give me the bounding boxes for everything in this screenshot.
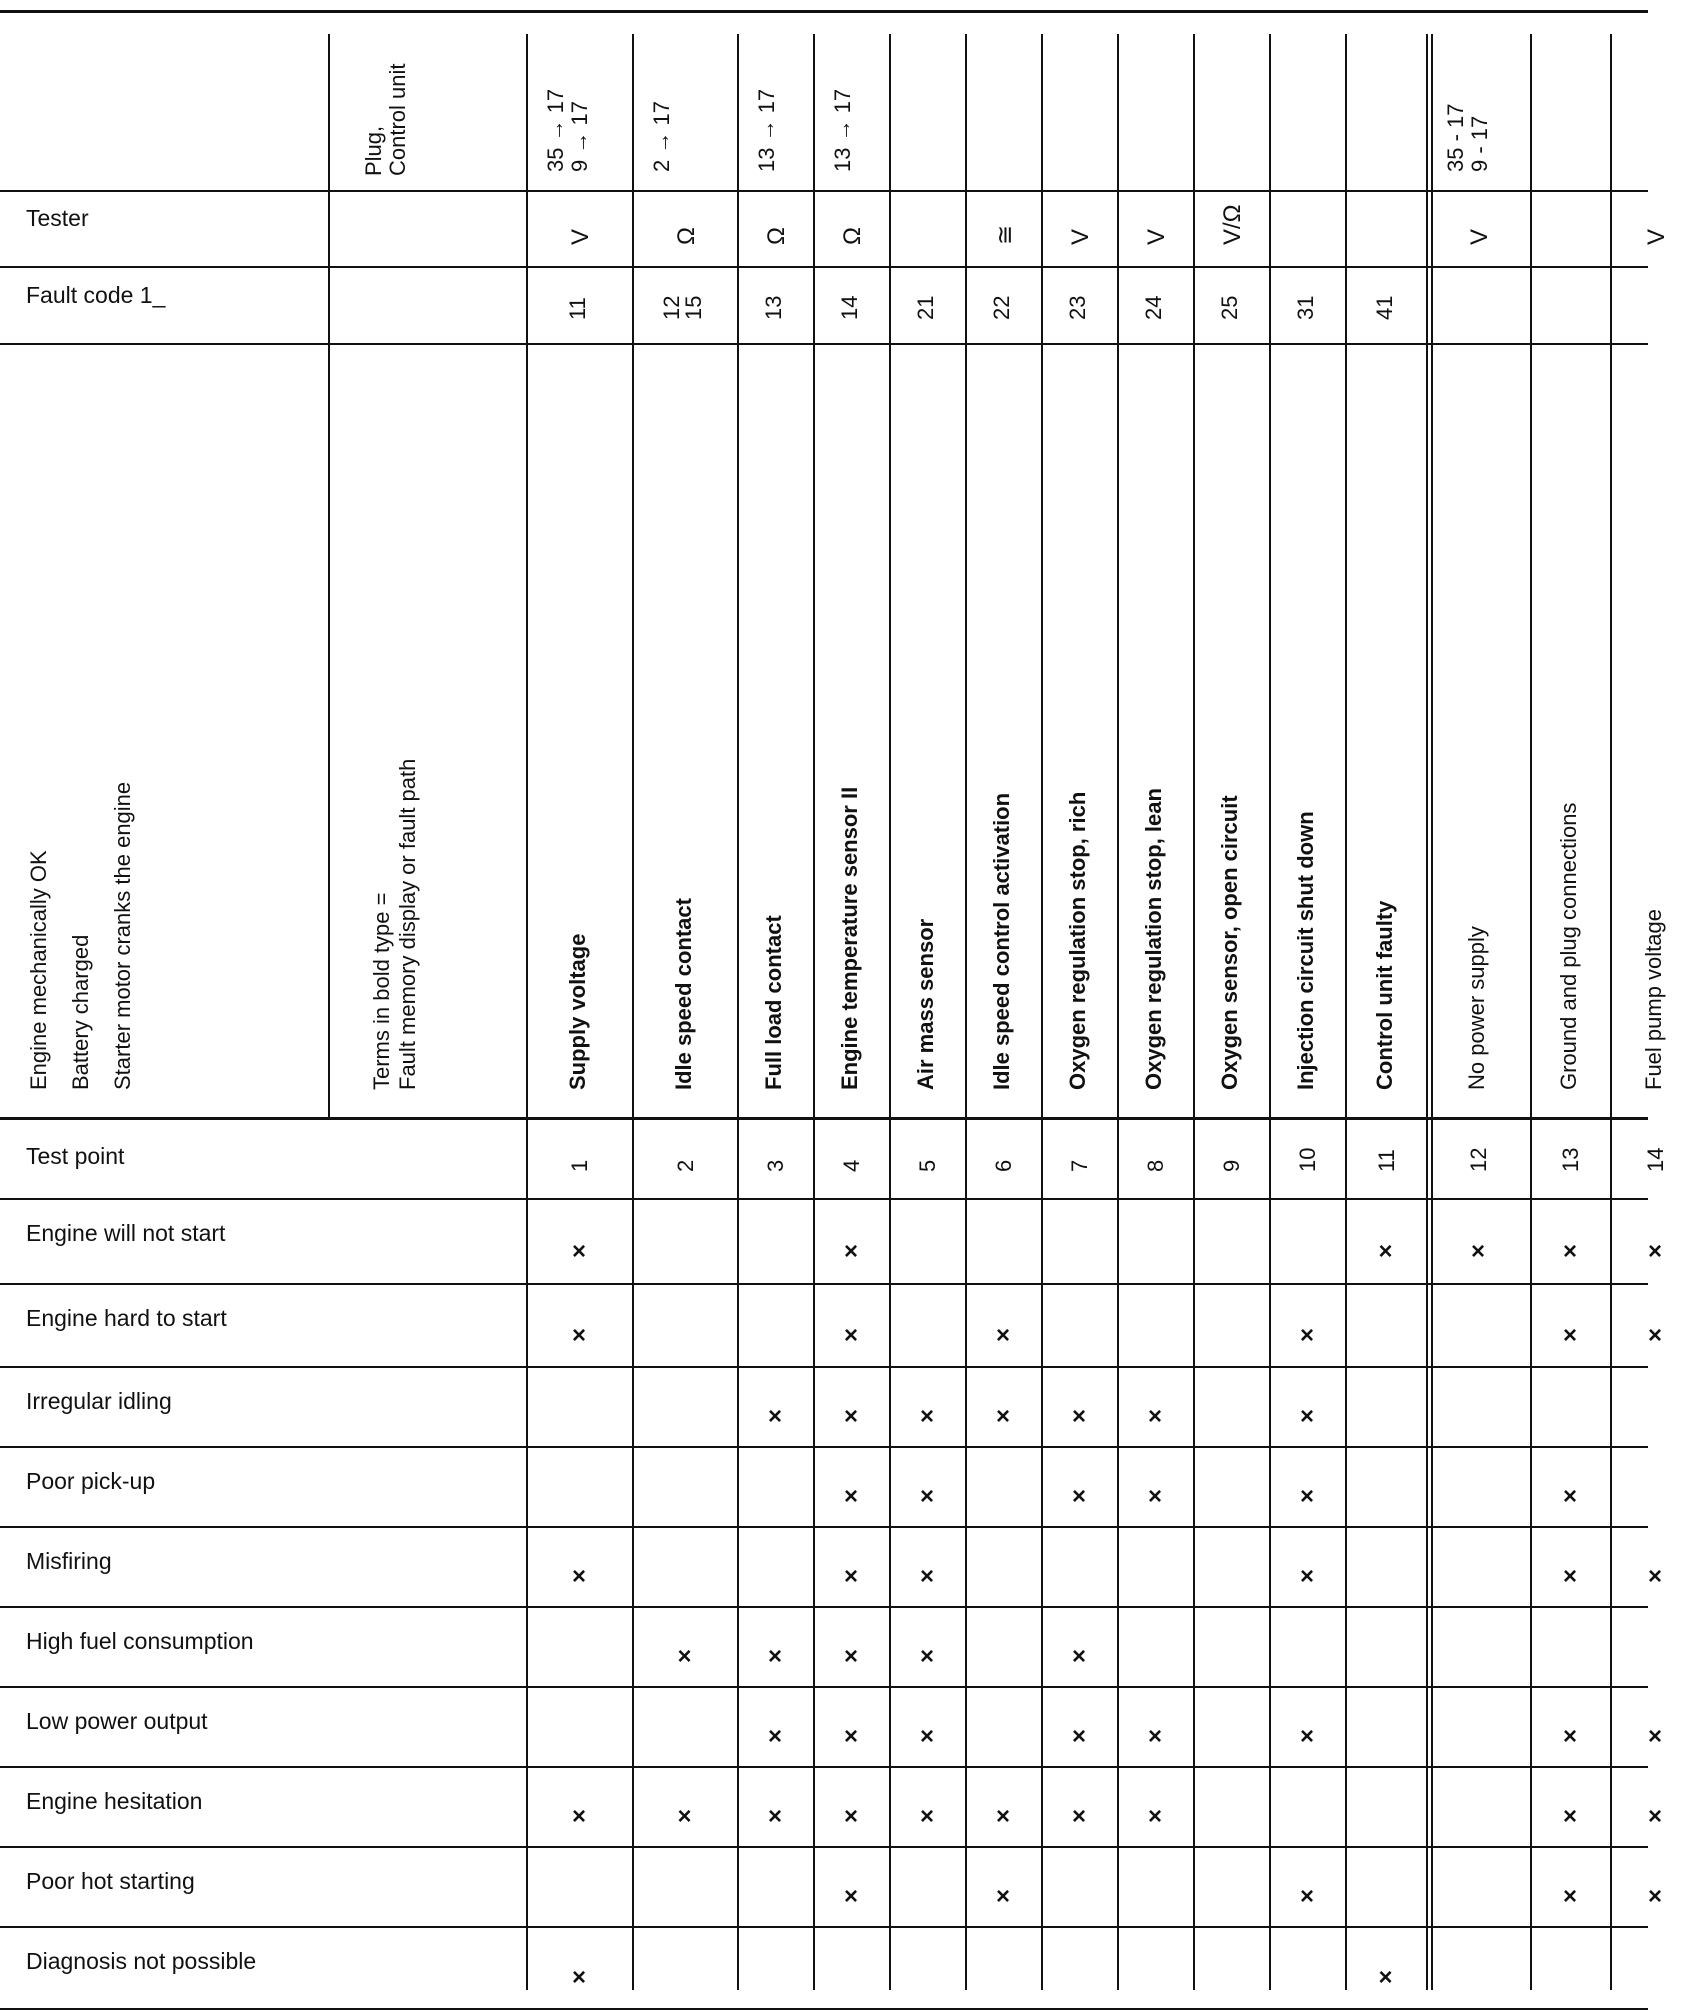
column-divider [1117,34,1119,1990]
fault-mark: × [995,1321,1010,1349]
tester-symbol: Ω [763,227,790,245]
fault-mark: × [843,1321,858,1349]
column-divider [965,34,967,1990]
fault-path-name: Engine temperature sensor II [837,786,862,1090]
column-divider [1193,34,1195,1990]
symptom-label: Misfiring [26,1548,112,1574]
fault-mark: × [919,1803,934,1830]
row-divider [0,1926,1648,1928]
row-divider [0,1846,1648,1848]
plug-pin-value: 35 → 17 9 → 17 [543,88,592,172]
fault-mark: × [1147,1483,1162,1510]
fault-path-name: Ground and plug connections [1556,802,1581,1090]
fault-mark: × [1647,1803,1662,1830]
fault-mark: × [1647,1237,1662,1265]
symptom-label: Irregular idling [26,1388,172,1414]
row-divider [0,1446,1648,1448]
column-divider [813,34,815,1990]
fault-mark: × [843,1723,858,1750]
row-divider [0,10,1648,13]
fault-mark: × [1562,1723,1577,1750]
fault-mark: × [843,1403,858,1430]
fault-mark: × [1071,1803,1086,1830]
fault-mark: × [677,1643,692,1670]
column-divider [1610,34,1612,1990]
row-divider [0,190,1648,192]
fault-mark: × [1299,1403,1314,1430]
test-point-number: 3 [763,1159,788,1172]
fault-mark: × [1562,1483,1577,1510]
fault-mark: × [1647,1563,1662,1590]
row-divider [0,1366,1648,1368]
fault-path-name: Supply voltage [565,933,590,1090]
fault-mark: × [1562,1883,1577,1910]
test-point-number: 13 [1558,1147,1583,1172]
column-divider [889,34,891,1990]
fault-path-name: Full load contact [761,915,786,1090]
fault-mark: × [919,1563,934,1590]
tester-symbol: V [1143,228,1170,245]
symptom-label: Poor pick-up [26,1468,156,1494]
column-divider [632,34,634,1990]
fault-path-name: Control unit faulty [1371,900,1397,1090]
test-point-number: 1 [567,1159,592,1172]
column-divider [526,34,528,1990]
fault-code-value: 23 [1065,295,1090,320]
fault-mark: × [571,1803,586,1830]
symptom-label: High fuel consumption [26,1628,254,1654]
fault-mark: × [1562,1321,1577,1349]
fault-mark: × [571,1321,586,1349]
column-divider [1426,34,1428,1990]
plug-pin-value: 13 → 17 [830,88,855,172]
fault-mark: × [677,1803,692,1830]
fault-path-name: No power supply [1464,926,1489,1090]
fault-mark: × [843,1237,858,1265]
symptom-label: Engine hesitation [26,1788,203,1814]
condition-text: Engine mechanically OK [26,850,51,1090]
fault-mark: × [919,1403,934,1430]
column-divider [1269,34,1271,1990]
fault-mark: × [919,1483,934,1510]
tester-symbol: Ω [839,227,866,245]
fault-mark: × [995,1883,1010,1910]
column-divider [1431,34,1433,1990]
row-divider [0,343,1648,345]
fault-mark: × [571,1563,586,1590]
fault-code-value: 11 [565,297,590,320]
fault-mark: × [1647,1723,1662,1750]
test-point-label: Test point [26,1143,125,1169]
fault-mark: × [571,1964,586,1991]
tester-symbol: Ω [672,227,700,245]
fault-mark: × [1147,1403,1162,1430]
symptom-label: Engine hard to start [26,1305,227,1331]
test-point-number: 12 [1466,1147,1491,1172]
fault-code-value: 41 [1371,295,1397,320]
legend-text: Fault memory display or fault path [395,758,420,1090]
condition-text: Starter motor cranks the engine [110,781,135,1090]
row-divider [0,1686,1648,1688]
fault-code-value: 25 [1217,295,1242,320]
fault-mark: × [767,1723,782,1750]
test-point-number: 9 [1219,1159,1244,1172]
fault-path-name: Air mass sensor [913,918,938,1090]
test-point-number: 2 [672,1159,698,1172]
fault-path-name: Oxygen regulation stop, lean [1141,788,1166,1090]
column-divider [328,34,330,1117]
fault-mark: × [1299,1483,1314,1510]
fault-mark: × [1071,1403,1086,1430]
tester-symbol: V [1466,228,1493,245]
test-point-number: 4 [839,1159,864,1172]
fault-mark: × [1299,1883,1314,1910]
tester-label: Tester [26,205,89,231]
row-divider [0,1117,1648,1120]
column-divider [1041,34,1043,1990]
test-point-number: 7 [1067,1159,1092,1172]
tester-symbol: V/Ω [1219,204,1246,245]
row-divider [0,1198,1648,1200]
fault-path-name: Idle speed contact [670,898,696,1090]
fault-mark: × [1562,1563,1577,1590]
tester-symbol: V [1067,228,1094,245]
fault-mark: × [767,1403,782,1430]
row-divider [0,1766,1648,1768]
fault-mark: × [995,1803,1010,1830]
fault-code-value: 31 [1293,295,1318,320]
fault-mark: × [919,1723,934,1750]
fault-path-name: Idle speed control activation [989,792,1014,1090]
fault-mark: × [767,1803,782,1830]
fault-mark: × [1299,1321,1314,1349]
fault-mark: × [1470,1237,1485,1265]
column-divider [737,34,739,1990]
fault-mark: × [1071,1723,1086,1750]
fault-code-value: 22 [989,295,1014,320]
fault-code-value: 12 15 [658,295,706,320]
fault-mark: × [767,1643,782,1670]
fault-code-value: 14 [837,295,862,320]
tester-symbol: V [567,228,594,245]
fault-mark: × [843,1883,858,1910]
fault-mark: × [1378,1964,1393,1991]
symptom-label: Poor hot starting [26,1868,195,1894]
plug-control-unit-label: Plug, Control unit [361,63,410,176]
column-divider [1345,34,1347,1990]
fault-path-name: Fuel pump voltage [1641,909,1666,1090]
test-point-number: 8 [1143,1159,1168,1172]
legend-text: Terms in bold type = [369,892,394,1090]
symptom-label: Low power output [26,1708,208,1734]
column-divider [1530,34,1532,1990]
row-divider [0,266,1648,268]
row-divider [0,1606,1648,1608]
test-point-number: 11 [1373,1149,1399,1172]
test-point-number: 14 [1643,1147,1668,1172]
condition-text: Battery charged [68,934,93,1090]
fault-mark: × [843,1483,858,1510]
fault-mark: × [1562,1803,1577,1830]
tester-symbol: V [1643,228,1670,245]
fault-code-label: Fault code 1_ [26,282,166,308]
fault-path-name: Oxygen regulation stop, rich [1065,791,1090,1090]
fault-mark: × [1071,1483,1086,1510]
fault-mark: × [1378,1237,1393,1265]
fault-mark: × [571,1237,586,1265]
fault-code-value: 24 [1141,295,1166,320]
row-divider [0,1283,1648,1285]
fault-mark: × [1071,1643,1086,1670]
fault-mark: × [1299,1563,1314,1590]
test-point-number: 5 [915,1159,940,1172]
test-point-number: 6 [991,1159,1016,1172]
fault-mark: × [919,1643,934,1670]
fault-mark: × [1647,1883,1662,1910]
fault-mark: × [1562,1237,1577,1265]
fault-code-value: 21 [913,295,938,320]
fault-mark: × [1647,1321,1662,1349]
fault-path-name: Oxygen sensor, open circuit [1217,795,1242,1090]
fault-path-name: Injection circuit shut down [1293,811,1318,1090]
test-point-number: 10 [1295,1147,1320,1172]
fault-mark: × [995,1403,1010,1430]
symptom-label: Engine will not start [26,1220,226,1246]
fault-mark: × [1147,1803,1162,1830]
fault-mark: × [843,1803,858,1830]
row-divider [0,1526,1648,1528]
fault-mark: × [1299,1723,1314,1750]
plug-pin-value: 35 - 17 9 - 17 [1443,103,1492,172]
fault-mark: × [843,1563,858,1590]
plug-pin-value: 13 → 17 [754,88,779,172]
fault-code-value: 13 [761,295,786,320]
plug-pin-value: 2 → 17 [649,101,674,172]
fault-mark: × [843,1643,858,1670]
symptom-label: Diagnosis not possible [26,1948,257,1974]
tester-symbol: ≅ [992,224,1019,245]
fault-mark: × [1147,1723,1162,1750]
